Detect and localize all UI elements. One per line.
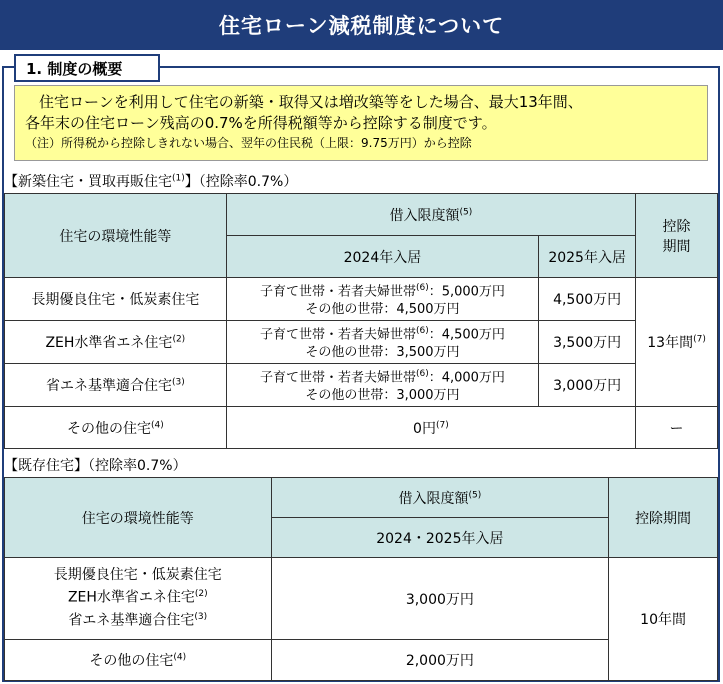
existing-row-limit: 3,000万円: [271, 558, 609, 640]
page-title: 住宅ローン減税制度について: [0, 0, 723, 50]
header-performance: 住宅の環境性能等: [5, 478, 272, 558]
row-2024-limit: 子育て世帯・若者夫婦世帯$^{(6)}$：4,500万円 その他の世帯：3,500万円: [226, 321, 539, 364]
existing-housing-caption: 【既存住宅】（控除率0.7%）: [4, 458, 187, 474]
new-housing-table: [4, 193, 718, 449]
other-housing-limit: 0円$^{(7)}$: [226, 407, 635, 449]
header-deduction-period: 控除期間: [609, 478, 718, 558]
existing-period-cell: 10年間: [609, 558, 718, 681]
header-borrowing-limit: 借入限度額$^{(5)}$: [226, 194, 635, 236]
summary-line-1: 住宅ローンを利用して住宅の新築・取得又は増改築等をした場合、最大13年間、: [39, 93, 583, 111]
summary-box: [14, 85, 708, 161]
existing-housing-table: [4, 477, 718, 681]
header-2025: 2025年入居: [539, 236, 636, 278]
header-performance: 住宅の環境性能等: [5, 194, 227, 278]
header-deduction-period: 控除 期間: [636, 194, 718, 278]
existing-other-limit: 2,000万円: [271, 640, 609, 681]
period-cell: 13年間$^{(7)}$: [636, 278, 718, 407]
row-name: 長期優良住宅・低炭素住宅: [5, 278, 227, 321]
existing-row-names: 長期優良住宅・低炭素住宅 ZEH水準省エネ住宅$^{(2)}$ 省エネ基準適合住宅$^{(3)}$: [5, 558, 272, 640]
other-housing-period: ー: [636, 407, 718, 449]
other-housing-name: その他の住宅$^{(4)}$: [5, 407, 227, 449]
row-2025-limit: 3,000万円: [539, 364, 636, 407]
row-2024-limit: 子育て世帯・若者夫婦世帯$^{(6)}$：5,000万円 その他の世帯：4,500万円: [226, 278, 539, 321]
row-name: ZEH水準省エネ住宅$^{(2)}$: [5, 321, 227, 364]
row-2025-limit: 4,500万円: [539, 278, 636, 321]
header-2024: 2024年入居: [226, 236, 539, 278]
row-2024-limit: 子育て世帯・若者夫婦世帯$^{(6)}$：4,000万円 その他の世帯：3,000万円: [226, 364, 539, 407]
new-housing-caption: 【新築住宅・買取再販住宅$^{(1)}$】（控除率0.7%）: [4, 173, 298, 190]
summary-line-2: 各年末の住宅ローン残高の0.7%を所得税額等から控除する制度です。: [25, 114, 497, 132]
header-years: 2024・2025年入居: [271, 518, 609, 558]
header-borrowing-limit: 借入限度額$^{(5)}$: [271, 478, 609, 518]
existing-other-name: その他の住宅$^{(4)}$: [5, 640, 272, 681]
row-2025-limit: 3,500万円: [539, 321, 636, 364]
section-heading: 1. 制度の概要: [14, 54, 160, 82]
summary-note: （注）所得税から控除しきれない場合、翌年の住民税（上限：9.75万円）から控除: [25, 136, 472, 150]
row-name: 省エネ基準適合住宅$^{(3)}$: [5, 364, 227, 407]
